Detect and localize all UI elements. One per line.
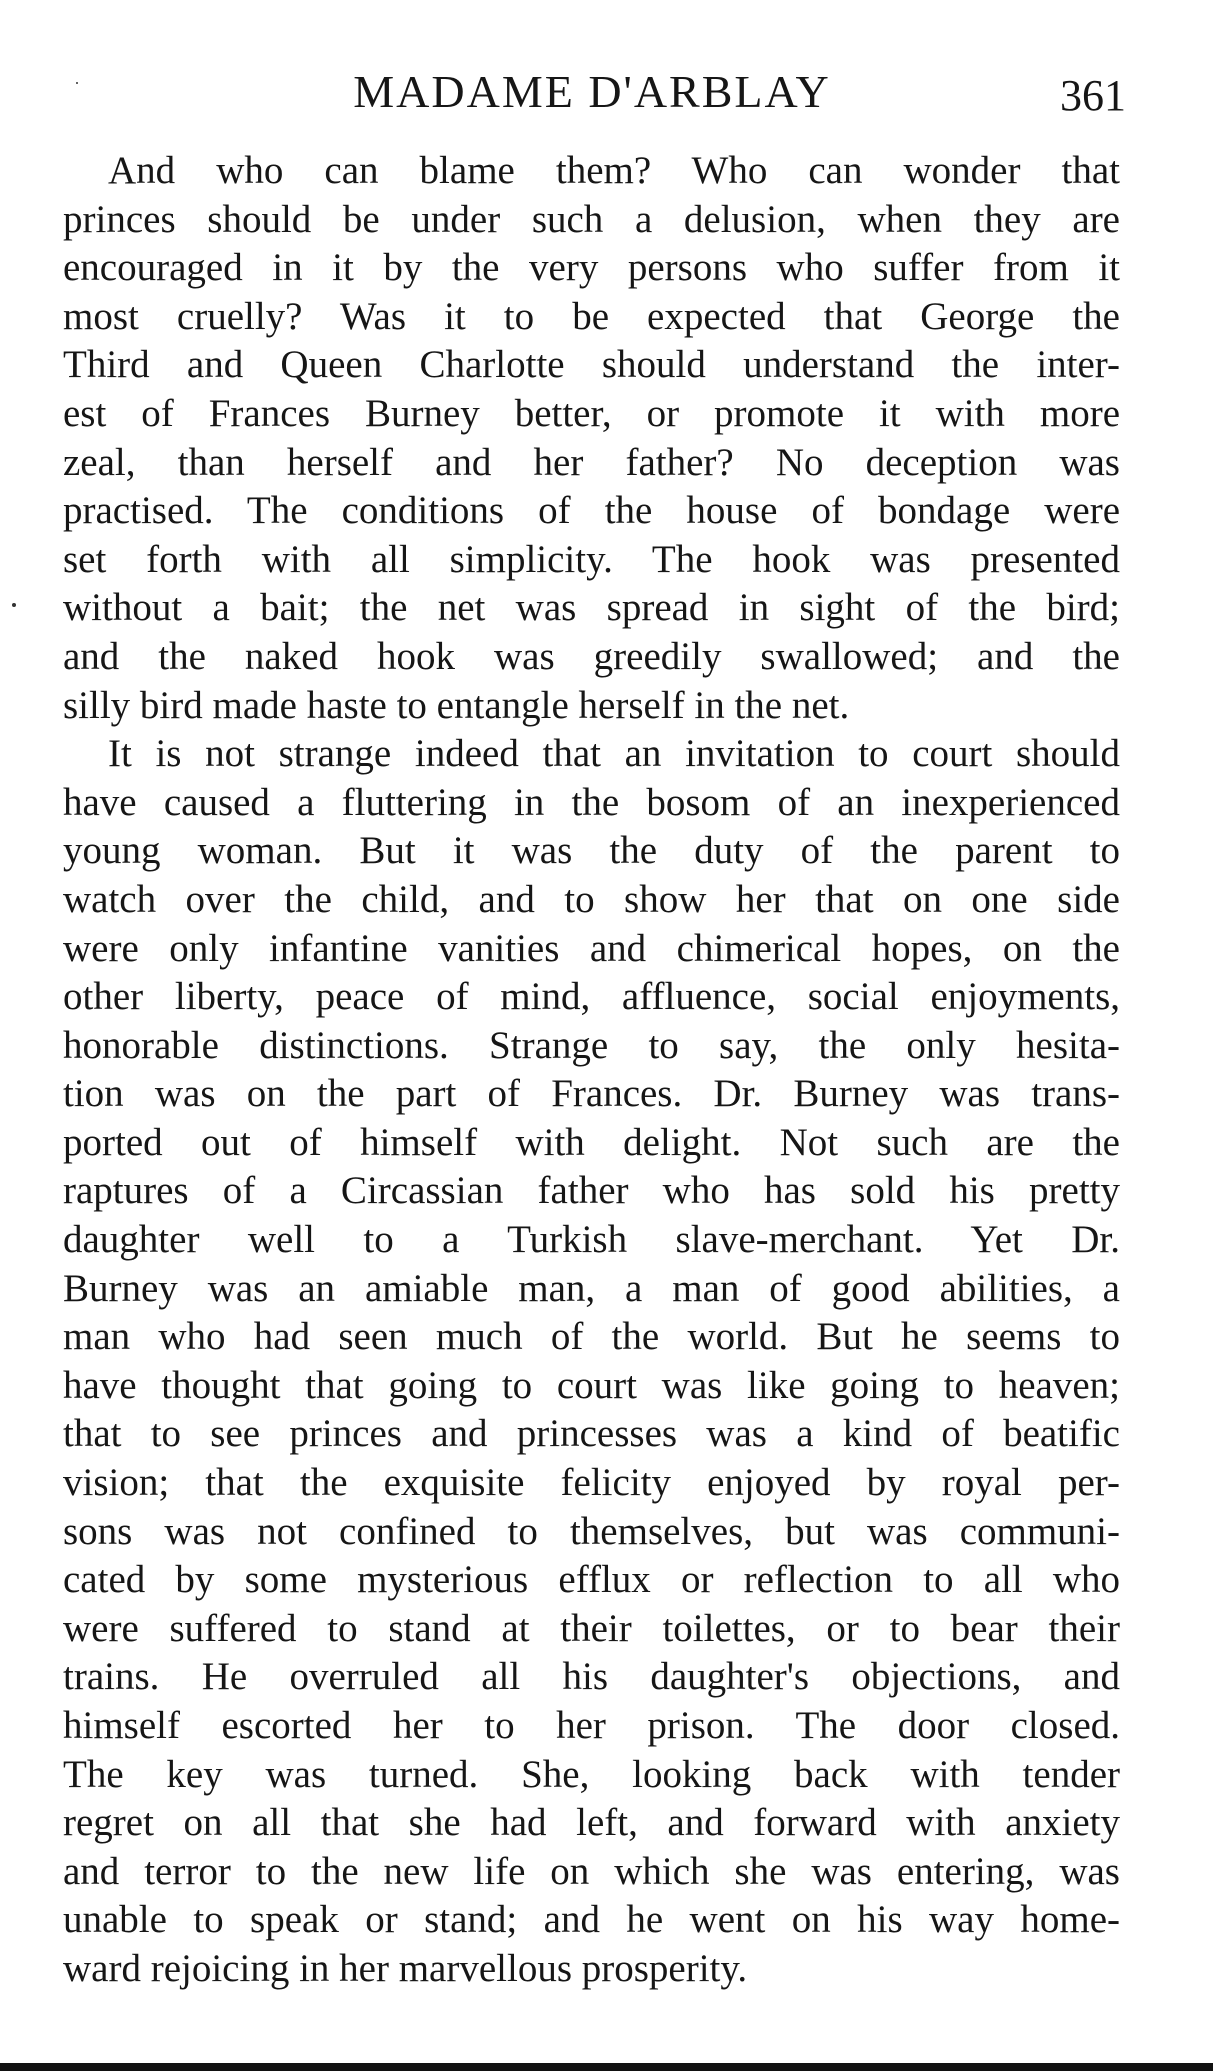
text-line: est of Frances Burney better, or promote it with more xyxy=(63,391,1120,435)
text-line: and the naked hook was greedily swallowed; and the xyxy=(63,634,1120,678)
page-number: 361 xyxy=(1060,71,1126,120)
text-line: cated by some mysterious efflux or reflection to all who xyxy=(63,1558,1120,1602)
text-line: encouraged in it by the very persons who suffer from it xyxy=(63,246,1120,290)
text-line: princes should be under such a delusion, when they are xyxy=(63,197,1120,241)
text-line: regret on all that she had left, and forward with anxiety xyxy=(63,1801,1120,1845)
text-line: It is not strange indeed that an invitation to court should xyxy=(108,732,1120,776)
text-line: were suffered to stand at their toilettes, or to bear their xyxy=(63,1606,1120,1650)
text-line: And who can blame them? Who can wonder that xyxy=(108,149,1120,192)
text-line: vision; that the exquisite felicity enjoyed by royal per- xyxy=(63,1461,1120,1505)
running-head xyxy=(62,62,1126,122)
text-line: ported out of himself with delight. Not such are the xyxy=(63,1120,1120,1164)
text-line: trains. He overruled all his daughter's objections, and xyxy=(63,1655,1120,1699)
paragraph-1 xyxy=(63,147,1120,730)
text-line: were only infantine vanities and chimerical hopes, on the xyxy=(63,926,1120,970)
text-line: unable to speak or stand; and he went on his way home- xyxy=(63,1898,1120,1942)
text-line: Third and Queen Charlotte should understand the inter- xyxy=(63,343,1120,387)
text-line: without a bait; the net was spread in sight of the bird; xyxy=(63,586,1120,630)
text-line: watch over the child, and to show her that on one side xyxy=(63,877,1120,921)
text-line: tion was on the part of Frances. Dr. Burney was trans- xyxy=(63,1072,1120,1116)
text-line: that to see princes and princesses was a kind of beatific xyxy=(63,1412,1120,1456)
text-line: practised. The conditions of the house of bondage were xyxy=(63,489,1120,533)
text-line: honorable distinctions. Strange to say, the only hesita- xyxy=(63,1023,1120,1067)
text-line: set forth with all simplicity. The hook was presented xyxy=(63,537,1120,581)
text-line: man who had seen much of the world. But he seems to xyxy=(63,1315,1120,1359)
scan-speck xyxy=(76,82,78,84)
text-line: daughter well to a Turkish slave-merchant. Yet Dr. xyxy=(63,1218,1120,1262)
text-line: ward rejoicing in her marvellous prosperity. xyxy=(63,1946,748,1990)
body-text xyxy=(63,147,1120,1994)
text-line: and terror to the new life on which she was entering, was xyxy=(63,1849,1120,1893)
scan-speck xyxy=(12,603,16,607)
text-line: young woman. But it was the duty of the parent to xyxy=(63,829,1120,873)
paragraph-2 xyxy=(63,730,1120,1993)
text-line: other liberty, peace of mind, affluence, social enjoyments, xyxy=(63,975,1120,1019)
text-line: himself escorted her to her prison. The door closed. xyxy=(63,1704,1120,1747)
text-line: The key was turned. She, looking back with tender xyxy=(63,1752,1120,1796)
text-line: raptures of a Circassian father who has sold his pretty xyxy=(63,1169,1120,1213)
running-head-title: MADAME D'ARBLAY xyxy=(353,66,831,117)
text-line: zeal, than herself and her father? No deception was xyxy=(63,440,1120,484)
text-line: silly bird made haste to entangle herself in the net. xyxy=(63,683,850,727)
text-line: have thought that going to court was like going to heaven; xyxy=(63,1363,1120,1407)
text-line: sons was not confined to themselves, but was communi- xyxy=(63,1509,1120,1553)
text-line: most cruelly? Was it to be expected that George the xyxy=(63,294,1120,338)
bottom-rule xyxy=(0,2063,1213,2071)
text-line: Burney was an amiable man, a man of good abilities, a xyxy=(63,1266,1120,1310)
text-line: have caused a fluttering in the bosom of an inexperienced xyxy=(63,780,1120,824)
